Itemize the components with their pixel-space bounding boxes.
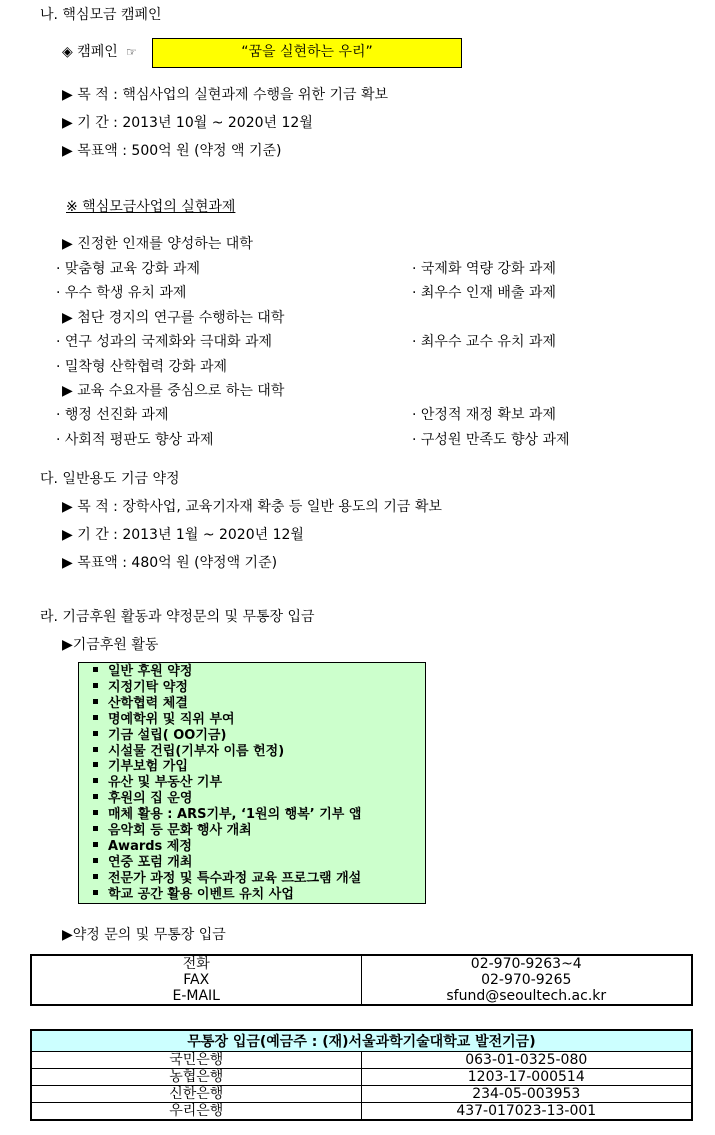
bullet-square-icon	[93, 858, 98, 863]
pointer-icon: ☞	[126, 45, 137, 59]
general-purpose: ▶ 목 적 : 장학사업, 교육기자재 확충 등 일반 용도의 기금 확보	[62, 499, 442, 515]
bullet-square-icon	[93, 747, 98, 752]
list-item	[93, 823, 425, 839]
task-item: · 연구 성과의 국제화와 극대화 과제	[56, 334, 273, 350]
table-row	[31, 1069, 692, 1086]
tasks-note: ※ 핵심모금사업의 실현과제	[66, 199, 236, 215]
list-item	[93, 696, 425, 712]
list-item	[93, 728, 425, 744]
task-item: · 맞춤형 교육 강화 과제	[56, 261, 200, 277]
bank-name: 농협은행	[31, 1069, 361, 1086]
table-row	[31, 988, 692, 1005]
bullet-square-icon	[93, 762, 98, 767]
list-item	[93, 712, 425, 728]
bullet-square-icon	[93, 890, 98, 895]
task-item: · 구성원 만족도 향상 과제	[412, 432, 570, 448]
list-item	[93, 855, 425, 871]
list-item	[93, 839, 425, 855]
task-item: · 우수 학생 유치 과제	[56, 285, 187, 301]
list-item	[93, 664, 425, 680]
task-item: · 최우수 인재 배출 과제	[412, 285, 556, 301]
activity-text: 시설물 건립(기부자 이름 헌정)	[108, 743, 285, 759]
task-item: · 최우수 교수 유치 과제	[412, 334, 556, 350]
activity-text: Awards 제정	[108, 838, 192, 854]
activity-text: 유산 및 부동산 기부	[108, 775, 223, 791]
activities-box	[78, 662, 426, 904]
campaign-target: ▶ 목표액 : 500억 원 (약정 액 기준)	[62, 143, 282, 159]
activity-text: 전문가 과정 및 특수과정 교육 프로그램 개설	[108, 870, 362, 886]
table-row	[31, 1086, 692, 1103]
list-item	[93, 807, 425, 823]
task-group-title-3: ▶ 교육 수요자를 중심으로 하는 대학	[62, 383, 285, 399]
table-row	[31, 1052, 692, 1069]
table-row	[31, 955, 692, 972]
campaign-purpose: ▶ 목 적 : 핵심사업의 실현과제 수행을 위한 기금 확보	[62, 87, 389, 103]
task-item: · 행정 선진화 과제	[56, 407, 169, 423]
phone-label: 전화	[182, 956, 210, 972]
activity-text: 일반 후원 약정	[108, 664, 193, 679]
bank-name: 신한은행	[31, 1086, 361, 1103]
task-group-title-1: ▶ 진정한 인재를 양성하는 대학	[62, 236, 253, 252]
list-item	[93, 775, 425, 791]
campaign-label: ◈ 캠페인	[62, 44, 118, 60]
bank-name: 우리은행	[31, 1103, 361, 1121]
bullet-square-icon	[93, 699, 98, 704]
task-item: · 사회적 평판도 향상 과제	[56, 432, 214, 448]
bank-account: 437-017023-13-001	[361, 1103, 692, 1121]
bullet-square-icon	[93, 874, 98, 879]
activity-text: 연중 포럼 개최	[108, 854, 193, 870]
list-item	[93, 759, 425, 775]
activity-text: 기금 설립( OO기금)	[108, 727, 227, 743]
email-value[interactable]: sfund@seoultech.ac.kr	[361, 988, 692, 1005]
table-row	[31, 1103, 692, 1121]
section-ra-heading: 라. 기금후원 활동과 약정문의 및 무통장 입금	[40, 609, 315, 625]
fax-label: FAX	[183, 972, 210, 988]
bullet-square-icon	[93, 731, 98, 736]
table-header-row	[31, 1030, 692, 1052]
campaign-slogan: “꿈을 실현하는 우리”	[241, 44, 373, 60]
bullet-square-icon	[93, 683, 98, 688]
activity-text: 기부보험 가입	[108, 759, 188, 775]
activity-text: 매체 활용 : ARS기부, ‘1원의 행복’ 기부 앱	[108, 807, 362, 823]
activity-text: 명예학위 및 직위 부여	[108, 711, 235, 727]
bullet-square-icon	[93, 826, 98, 831]
bullet-square-icon	[93, 667, 98, 672]
phone-value: 02-970-9263~4	[361, 955, 692, 972]
table-row	[31, 972, 692, 988]
activity-text: 산학협력 체결	[108, 695, 188, 711]
section-da-heading: 다. 일반용도 기금 약정	[40, 471, 180, 487]
list-item	[93, 871, 425, 887]
activity-text: 후원의 집 운영	[108, 791, 193, 807]
inquiry-title: ▶약정 문의 및 무통장 입금	[62, 927, 226, 943]
bank-table	[30, 1029, 693, 1121]
activity-text: 지정기탁 약정	[108, 679, 188, 695]
bank-name: 국민은행	[31, 1052, 361, 1069]
task-item: · 안정적 재정 확보 과제	[412, 407, 556, 423]
campaign-period: ▶ 기 간 : 2013년 10월 ~ 2020년 12월	[62, 115, 313, 131]
fax-value: 02-970-9265	[361, 972, 692, 988]
list-item	[93, 791, 425, 807]
bullet-square-icon	[93, 810, 98, 815]
task-group-title-2: ▶ 첨단 경지의 연구를 수행하는 대학	[62, 310, 285, 326]
activity-text: 음악회 등 문화 행사 개최	[108, 823, 252, 839]
bank-account: 063-01-0325-080	[361, 1052, 692, 1069]
task-item: · 밀착형 산학협력 강화 과제	[56, 359, 228, 375]
bullet-square-icon	[93, 715, 98, 720]
email-label: E-MAIL	[172, 988, 220, 1004]
bank-header: 무통장 입금(예금주 : (재)서울과학기술대학교 발전기금)	[31, 1030, 692, 1052]
activity-text: 학교 공간 활용 이벤트 유치 사업	[108, 886, 294, 902]
general-target: ▶ 목표액 : 480억 원 (약정액 기준)	[62, 555, 278, 571]
bank-account: 1203-17-000514	[361, 1069, 692, 1086]
list-item	[93, 744, 425, 760]
list-item	[93, 887, 425, 903]
task-item: · 국제화 역량 강화 과제	[412, 261, 556, 277]
bullet-square-icon	[93, 794, 98, 799]
campaign-slogan-box	[152, 38, 462, 68]
general-period: ▶ 기 간 : 2013년 1월 ~ 2020년 12월	[62, 527, 304, 543]
activities-title: ▶기금후원 활동	[62, 637, 159, 653]
bullet-square-icon	[93, 842, 98, 847]
activities-list	[93, 664, 425, 903]
list-item	[93, 680, 425, 696]
bullet-square-icon	[93, 778, 98, 783]
contact-table	[30, 954, 693, 1006]
bank-account: 234-05-003953	[361, 1086, 692, 1103]
section-na-heading: 나. 핵심모금 캠페인	[40, 7, 162, 23]
